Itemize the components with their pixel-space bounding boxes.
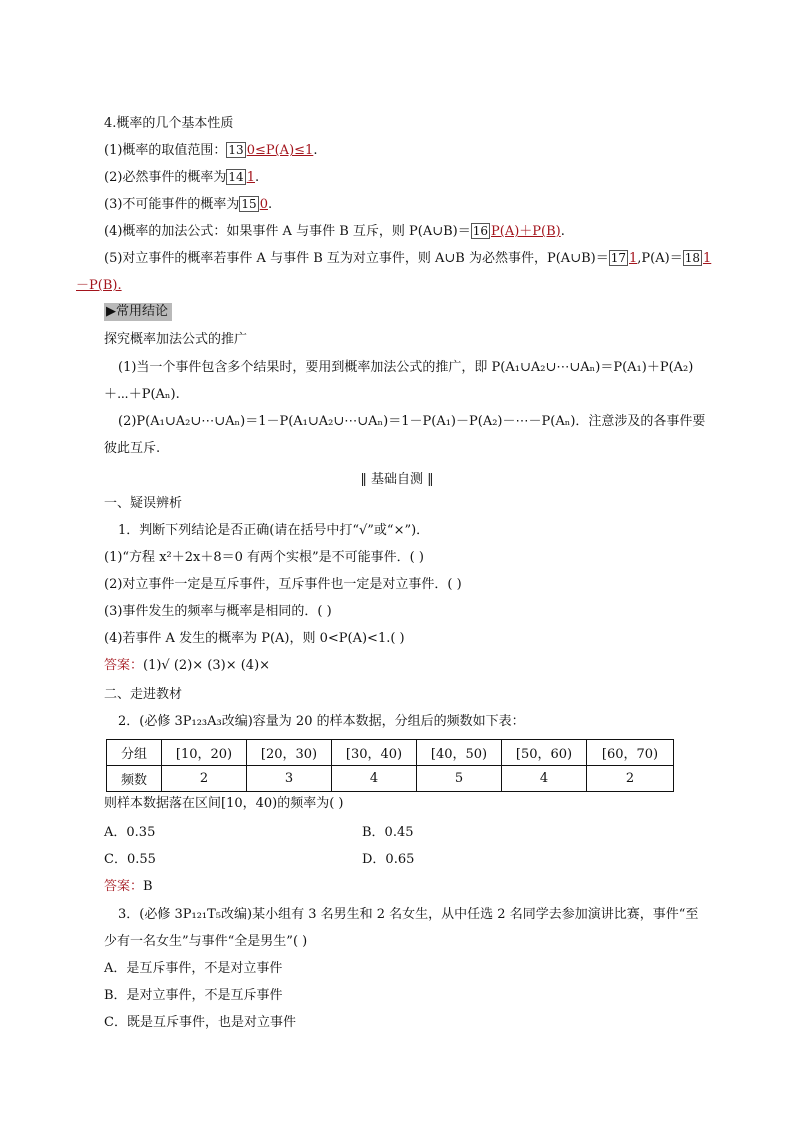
table-cell: [10，20) xyxy=(162,740,247,766)
property-5 xyxy=(104,250,711,268)
question-1-item-2: (2)对立事件一定是互斥事件，互斥事件也一定是对立事件．( ) xyxy=(104,577,462,592)
property-2-text: (2)必然事件的概率为 xyxy=(104,170,227,185)
property-2 xyxy=(104,169,259,187)
table-cell: 3 xyxy=(247,766,332,792)
table-cell: 4 xyxy=(502,766,587,792)
blank-number-box: 13 xyxy=(228,143,244,157)
part-2-heading: 二、走进教材 xyxy=(104,687,183,702)
question-2: 2．(必修 3P₁₂₃A₃改编)容量为 20 的样本数据，分组后的频数如下表： xyxy=(118,714,525,729)
answer-label: 答案： xyxy=(104,879,144,894)
option-c: C．0.55 xyxy=(104,852,156,867)
question-3-option-b: B．是对立事件，不是互斥事件 xyxy=(104,988,283,1003)
question-1-item-4: (4)若事件 A 发生的概率为 P(A)，则 0<P(A)<1.( ) xyxy=(104,631,405,646)
self-test-title: ‖ 基础自测 ‖ xyxy=(360,472,434,487)
option-b: B．0.45 xyxy=(362,825,414,840)
answer-fill: 1 xyxy=(629,251,638,266)
part-1-heading: 一、疑误辨析 xyxy=(104,496,183,511)
property-5-mid: ,P(A)＝ xyxy=(637,251,683,266)
table-cell: [20，30) xyxy=(247,740,332,766)
answer-1 xyxy=(104,657,270,675)
option-a: A．0.35 xyxy=(104,825,156,840)
table-cell: [60，70) xyxy=(587,740,674,766)
answer-fill: 1 xyxy=(246,170,255,185)
period: . xyxy=(254,170,260,185)
property-5-text: (5)对立事件的概率若事件 A 与事件 B 互为对立事件，则 A∪B 为必然事件，P(A∪B)＝ xyxy=(104,251,609,266)
period: . xyxy=(117,278,122,293)
question-3-line-1: 3．(必修 3P₁₂₁T₅改编)某小组有 3 名男生和 2 名女生，从中任选 2 名同学去参加演讲比赛，事件“至 xyxy=(118,907,699,922)
answer-label: 答案： xyxy=(104,658,144,673)
period: . xyxy=(267,197,273,212)
period: . xyxy=(560,224,565,239)
period: . xyxy=(313,143,318,158)
answer-fill: P(A)＋P(B) xyxy=(491,224,561,239)
question-2-tail: 则样本数据落在区间[10，40)的频率为( ) xyxy=(104,796,344,811)
property-5-cont xyxy=(76,277,122,295)
answer-2 xyxy=(104,878,153,896)
table-cell: [40，50) xyxy=(417,740,502,766)
conclusion-1-line-1: (1)当一个事件包含多个结果时，要用到概率加法公式的推广，即 P(A₁∪A₂∪⋯∪Aₙ)＝P(A₁)＋P(A₂) xyxy=(118,360,694,375)
question-3-line-2: 少有一名女生”与事件“全是男生”( ) xyxy=(104,934,308,949)
answer-fill: －P(B) xyxy=(76,278,118,293)
blank-number-box: 16 xyxy=(472,224,489,238)
table-cell: [50，60) xyxy=(502,740,587,766)
table-row-header: 分组 xyxy=(107,740,162,766)
property-4 xyxy=(104,223,565,241)
table-cell: 5 xyxy=(417,766,502,792)
answer-1-text: (1)√ (2)× (3)× (4)× xyxy=(143,658,271,673)
table-cell: 4 xyxy=(332,766,417,792)
property-4-text: (4)概率的加法公式：如果事件 A 与事件 B 互斥，则 P(A∪B)＝ xyxy=(104,224,471,239)
frequency-table xyxy=(106,739,674,792)
table-row xyxy=(107,740,674,766)
blank-number-box: 14 xyxy=(228,170,244,184)
property-3 xyxy=(104,196,272,214)
table-cell: 2 xyxy=(587,766,674,792)
question-3-option-c: C．既是互斥事件，也是对立事件 xyxy=(104,1015,296,1030)
conclusion-1-line-2: ＋⋯＋P(Aₙ). xyxy=(104,387,180,402)
property-1 xyxy=(104,142,317,160)
conclusion-2-line-1: (2)P(A₁∪A₂∪⋯∪Aₙ)＝1－P(A₁∪A₂∪⋯∪Aₙ)＝1－P(A₁)－P(A₂)－⋯－P(Aₙ)．注意涉及的各事件要 xyxy=(118,414,706,429)
section-title: 4.概率的几个基本性质 xyxy=(104,116,234,131)
table-cell: 2 xyxy=(162,766,247,792)
blank-number-box: 17 xyxy=(610,251,626,265)
answer-fill: 1 xyxy=(702,251,712,266)
question-1-item-3: (3)事件发生的频率与概率是相同的．( ) xyxy=(104,604,332,619)
conclusion-2-line-2: 彼此互斥. xyxy=(104,441,161,456)
question-1-item-1: (1)“方程 x²＋2x＋8＝0 有两个实根”是不可能事件．( ) xyxy=(104,550,424,565)
property-3-text: (3)不可能事件的概率为 xyxy=(104,197,240,212)
answer-2-text: B xyxy=(143,879,153,894)
common-conclusion-tag: ▶常用结论 xyxy=(104,303,172,321)
table-row-header: 频数 xyxy=(107,766,162,792)
table-row xyxy=(107,766,674,792)
blank-number-box: 15 xyxy=(241,197,257,211)
option-d: D．0.65 xyxy=(362,852,415,867)
answer-fill: 0 xyxy=(259,197,268,212)
conclusion-heading: 探究概率加法公式的推广 xyxy=(104,332,248,347)
table-cell: [30，40) xyxy=(332,740,417,766)
question-1: 1．判断下列结论是否正确(请在括号中打“√”或“×”)． xyxy=(118,523,430,538)
property-1-text: (1)概率的取值范围： xyxy=(104,143,227,158)
blank-number-box: 18 xyxy=(684,251,700,265)
answer-fill: 0≤P(A)≤1 xyxy=(246,143,314,158)
question-3-option-a: A．是互斥事件，不是对立事件 xyxy=(104,961,283,976)
